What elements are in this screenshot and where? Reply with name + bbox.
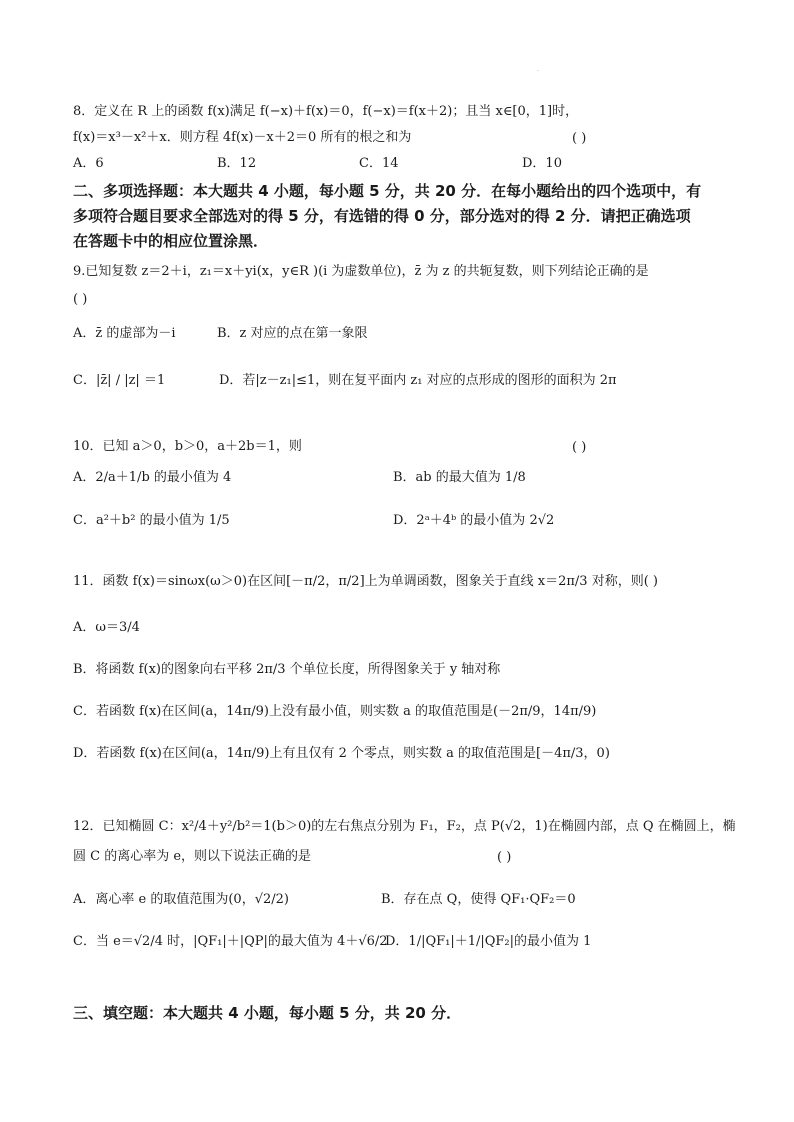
q9-option-b: B．z 对应的点在第一象限 bbox=[217, 326, 368, 341]
section2-heading-line2: 多项符合题目要求全部选对的得 5 分，有选错的得 0 分，部分选对的得 2 分．请把正确选项 bbox=[73, 207, 691, 225]
q12-option-c: C．当 e＝√2/4 时，|QF₁|＋|QP|的最大值为 4＋√6/2 bbox=[73, 934, 388, 949]
q8-option-b: B．12 bbox=[217, 156, 257, 171]
q10-option-c: C．a²＋b² 的最小值为 1/5 bbox=[73, 513, 230, 528]
q8-option-d: D．10 bbox=[522, 156, 562, 171]
q12-option-d: D．1/|QF₁|＋1/|QF₂|的最小值为 1 bbox=[385, 934, 592, 949]
q10-option-a: A．2/a＋1/b 的最小值为 4 bbox=[73, 470, 232, 485]
q11-stem: 11．函数 f(x)＝sinωx(ω＞0)在区间[－π/2，π/2]上为单调函数，图象关于直线 x＝2π/3 对称，则( ) bbox=[73, 574, 658, 589]
q9-stem-line1: 9.已知复数 z＝2＋i，z₁＝x＋yi(x，y∈R )(i 为虚数单位)，z̄ 为 z 的共轭复数，则下列结论正确的是 bbox=[73, 264, 649, 279]
q12-option-b: B．存在点 Q，使得 QF₁·QF₂＝0 bbox=[381, 892, 576, 907]
q10-option-b: B．ab 的最大值为 1/8 bbox=[393, 470, 526, 485]
q12-stem-line1: 12．已知椭圆 C：x²/4＋y²/b²＝1(b＞0)的左右焦点分别为 F₁，F₂，点 P(√2，1)在椭圆内部，点 Q 在椭圆上，椭 bbox=[73, 819, 736, 834]
q8-stem-line1: 8．定义在 R 上的函数 f(x)满足 f(−x)＋f(x)＝0，f(−x)＝f(x＋2)；且当 x∈[0，1]时， bbox=[73, 104, 579, 119]
q10-option-d: D．2ᵃ＋4ᵇ 的最小值为 2√2 bbox=[393, 513, 555, 528]
q11-option-b: B．将函数 f(x)的图象向右平移 2π/3 个单位长度，所得图象关于 y 轴对称 bbox=[73, 662, 501, 677]
q9-option-d: D．若|z－z₁|≤1，则在复平面内 z₁ 对应的点形成的图形的面积为 2π bbox=[219, 373, 617, 388]
q11-option-a: A．ω＝3/4 bbox=[73, 620, 140, 635]
q12-stem-line2: 圆 C 的离心率为 e，则以下说法正确的是 bbox=[73, 849, 312, 864]
section2-heading-line1: 二、多项选择题：本大题共 4 小题，每小题 5 分，共 20 分．在每小题给出的四个选项中，有 bbox=[73, 182, 702, 200]
q8-option-a: A．6 bbox=[73, 156, 104, 171]
q9-answer-bracket: ( ) bbox=[73, 292, 88, 307]
section3-heading: 三、填空题：本大题共 4 小题，每小题 5 分，共 20 分． bbox=[73, 1004, 462, 1022]
q10-answer-bracket: ( ) bbox=[572, 440, 587, 455]
q10-stem: 10．已知 a＞0，b＞0，a＋2b＝1，则 bbox=[73, 439, 302, 454]
q12-answer-bracket: ( ) bbox=[497, 850, 512, 865]
q8-option-c: C．14 bbox=[359, 156, 399, 171]
q9-option-c: C．|z̄| / |z| ＝1 bbox=[73, 373, 166, 388]
q12-option-a: A．离心率 e 的取值范围为(0，√2/2) bbox=[73, 892, 289, 907]
q11-option-c: C．若函数 f(x)在区间(a，14π/9)上没有最小值，则实数 a 的取值范围是(－2π/9，14π/9) bbox=[73, 704, 597, 719]
page-mark: · bbox=[537, 68, 539, 75]
q8-stem-line2: f(x)＝x³－x²＋x．则方程 4f(x)－x＋2＝0 所有的根之和为 bbox=[73, 130, 412, 145]
q11-option-d: D．若函数 f(x)在区间(a，14π/9)上有且仅有 2 个零点，则实数 a 的取值范围是[－4π/3，0) bbox=[73, 746, 610, 761]
q8-answer-bracket: ( ) bbox=[572, 131, 587, 146]
section2-heading-line3: 在答题卡中的相应位置涂黑． bbox=[73, 232, 269, 250]
q9-option-a: A．z̄ 的虚部为－i bbox=[73, 326, 176, 341]
